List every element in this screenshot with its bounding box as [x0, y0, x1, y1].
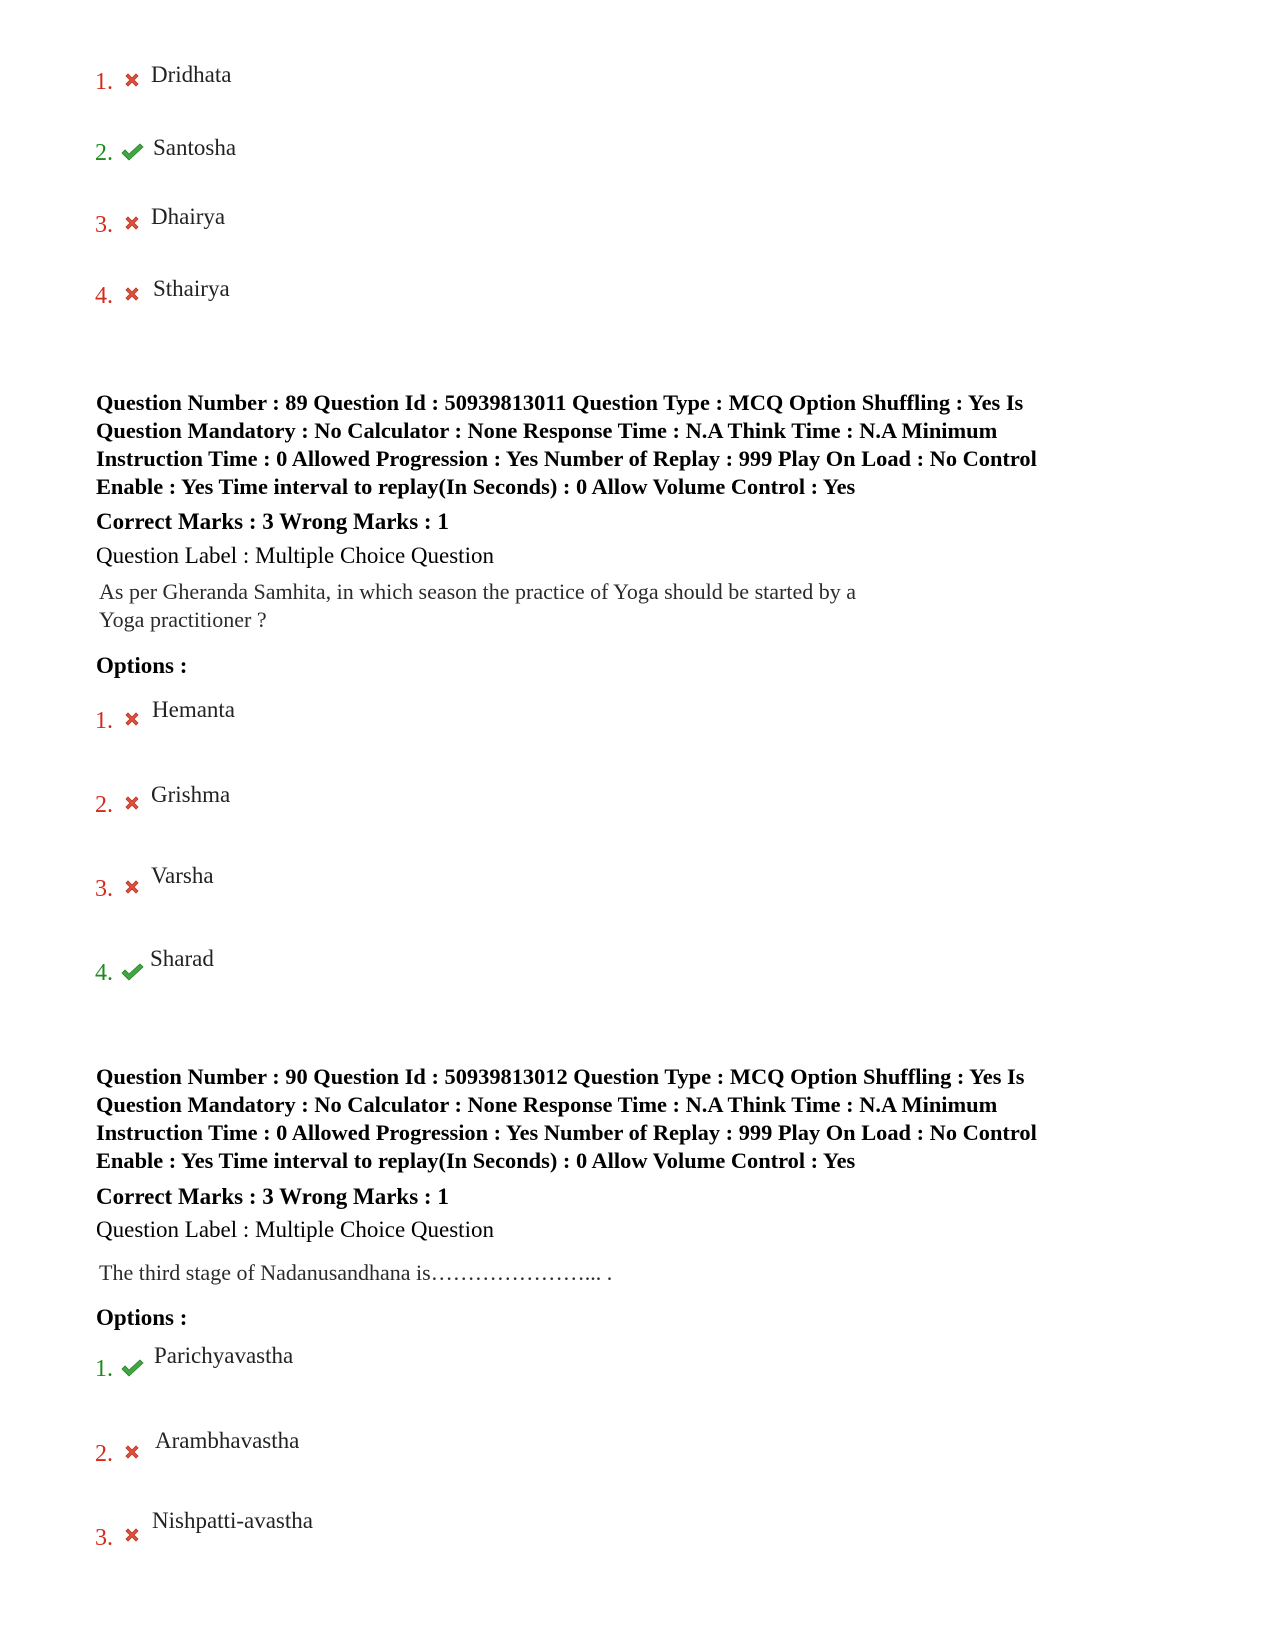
option-number: 4. — [95, 960, 113, 986]
options-heading: Options : — [96, 653, 188, 678]
option-number: 3. — [95, 212, 113, 238]
question-text-line: Yoga practitioner ? — [99, 607, 267, 632]
cross-icon — [122, 877, 142, 897]
option-text: Varsha — [151, 863, 214, 888]
cross-icon — [122, 1525, 142, 1545]
option-text: Santosha — [153, 135, 237, 160]
option-text: Arambhavastha — [155, 1428, 300, 1453]
cross-icon — [122, 1442, 142, 1462]
check-icon — [120, 1358, 144, 1378]
option-text: Hemanta — [152, 697, 236, 722]
header-line: Question Number : 90 Question Id : 50939813012 Question Type : MCQ Option Shuffling : Yes Is — [96, 1064, 1025, 1089]
cross-icon — [122, 793, 142, 813]
header-line: Instruction Time : 0 Allowed Progression : Yes Number of Replay : 999 Play On Load : No Control — [96, 1120, 1037, 1145]
cross-icon — [122, 213, 142, 233]
option-text: Parichyavastha — [154, 1343, 294, 1368]
question-text — [99, 1259, 612, 1287]
check-icon — [120, 962, 144, 982]
option-text: Sthairya — [153, 276, 230, 301]
cross-icon — [122, 284, 142, 304]
cross-icon — [122, 709, 142, 729]
option-number: 2. — [95, 792, 113, 818]
option-number: 2. — [95, 1441, 113, 1467]
options-heading: Options : — [96, 1305, 188, 1330]
option-text: Dridhata — [151, 62, 232, 87]
check-icon — [120, 142, 144, 162]
option-number: 3. — [95, 876, 113, 902]
option-number: 1. — [95, 708, 113, 734]
marks-line: Correct Marks : 3 Wrong Marks : 1 — [96, 509, 449, 534]
question-text-line: As per Gheranda Samhita, in which season the practice of Yoga should be started by a — [99, 579, 856, 604]
header-line: Enable : Yes Time interval to replay(In Seconds) : 0 Allow Volume Control : Yes — [96, 1148, 856, 1173]
cross-icon — [122, 70, 142, 90]
option-text: Dhairya — [151, 204, 226, 229]
option-number: 3. — [95, 1525, 113, 1551]
question-label: Question Label : Multiple Choice Question — [96, 543, 494, 568]
option-number: 4. — [95, 283, 113, 309]
option-number: 1. — [95, 69, 113, 95]
option-text: Sharad — [150, 946, 214, 971]
header-line: Instruction Time : 0 Allowed Progression : Yes Number of Replay : 999 Play On Load : No Control — [96, 446, 1037, 471]
question-text-line: The third stage of Nadanusandhana is…………………... . — [99, 1260, 613, 1285]
header-line: Question Mandatory : No Calculator : None Response Time : N.A Think Time : N.A Minimum — [96, 418, 998, 443]
header-line: Question Number : 89 Question Id : 50939813011 Question Type : MCQ Option Shuffling : Yes Is — [96, 390, 1024, 415]
option-text: Nishpatti-avastha — [152, 1508, 313, 1533]
option-number: 1. — [95, 1356, 113, 1382]
question-header — [96, 389, 1216, 501]
header-line: Question Mandatory : No Calculator : None Response Time : N.A Think Time : N.A Minimum — [96, 1092, 998, 1117]
marks-line: Correct Marks : 3 Wrong Marks : 1 — [96, 1184, 449, 1209]
question-header — [96, 1063, 1216, 1175]
question-label: Question Label : Multiple Choice Question — [96, 1217, 494, 1242]
option-number: 2. — [95, 140, 113, 166]
header-line: Enable : Yes Time interval to replay(In Seconds) : 0 Allow Volume Control : Yes — [96, 474, 856, 499]
question-text — [99, 578, 856, 634]
option-text: Grishma — [151, 782, 231, 807]
